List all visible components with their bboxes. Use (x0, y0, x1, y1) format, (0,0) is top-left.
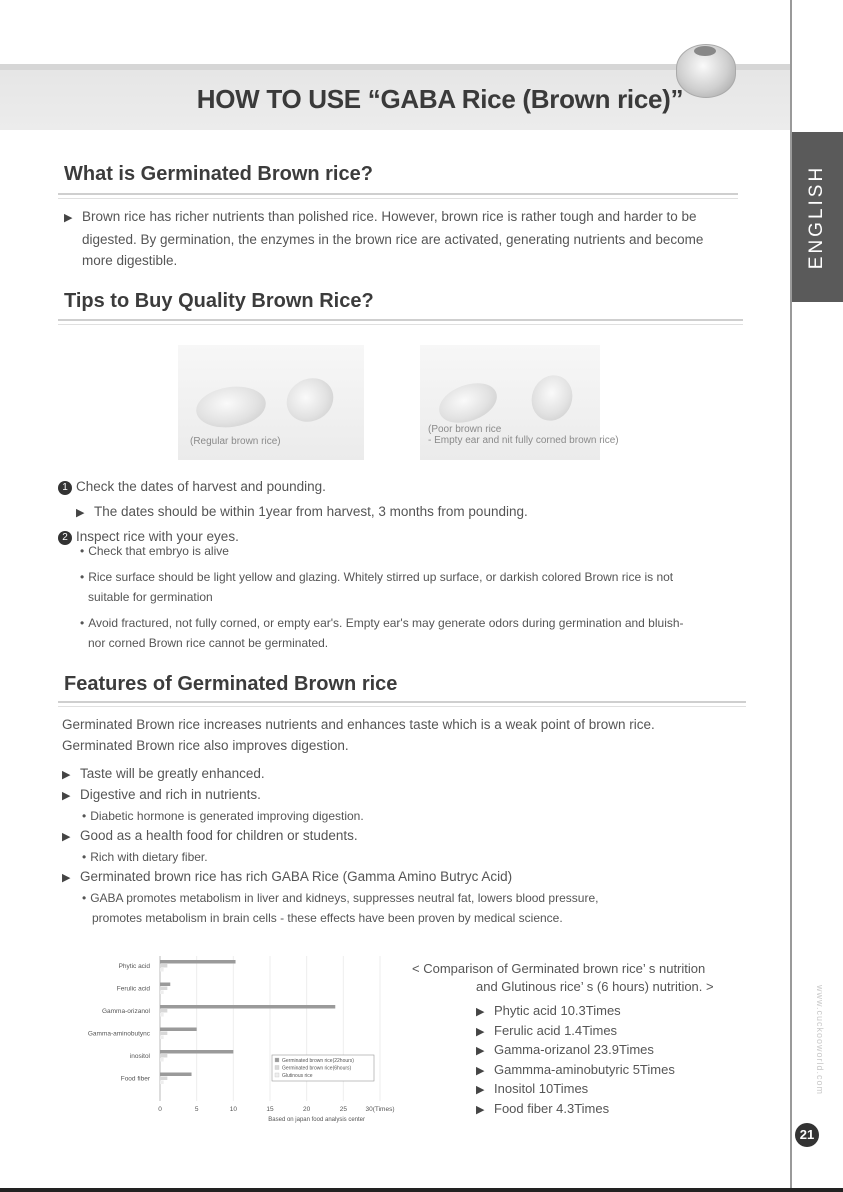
bar-0 (160, 960, 236, 964)
section-rule-thin (58, 324, 743, 325)
section-heading-features: Features of Germinated Brown rice (64, 673, 398, 695)
x-tick-label: 10 (229, 1106, 237, 1113)
arrow-bullet-icon: ▶ (476, 1025, 485, 1038)
poor-brown-rice-photo (420, 345, 619, 460)
section-rule (58, 319, 743, 321)
section-rule (58, 193, 738, 195)
step-number-icon: 2 (58, 531, 72, 545)
section1-text: ▶ Brown rice has richer nutrients than polished rice. However, brown rice is rather tough and harder to be digested. By germination, the enzymes in the brown rice are activated, generating nutrients and become more digestible. (64, 209, 704, 268)
rice-grain (525, 370, 578, 427)
arrow-bullet-icon: ▶ (476, 1006, 485, 1018)
bar-1 (160, 1077, 167, 1081)
bar-0 (160, 1005, 335, 1009)
photo-caption: (Regular brown rice) (190, 436, 281, 447)
category-label: Gamma-orizanol (101, 1008, 150, 1015)
arrow-bullet-icon: ▶ (476, 1084, 485, 1096)
legend-swatch (275, 1066, 279, 1070)
bar-2 (160, 1036, 164, 1040)
x-tick-label: 15 (266, 1106, 274, 1113)
arrow-bullet-icon: ▶ (62, 769, 71, 781)
website-watermark: www.cuckooworld.com (815, 985, 825, 1096)
arrow-bullet-icon: ▶ (76, 507, 85, 519)
arrow-bullet-icon: ▶ (476, 1103, 485, 1116)
arrow-bullet-icon: ▶ (64, 212, 73, 224)
photo-caption: - Empty ear and nit fully corned brown rice) (428, 435, 619, 446)
features-intro: Germinated Brown rice increases nutrients and enhances taste which is a weak point of brown rice. Germinated Brown rice also improves digestion. (62, 717, 655, 753)
bar-2 (160, 1058, 164, 1062)
banner-stripe (0, 64, 790, 70)
section-heading-germinated: What is Germinated Brown rice? (64, 163, 373, 185)
bar-2 (160, 1081, 164, 1085)
rice-grain (279, 370, 342, 430)
comparison-list: ▶ Phytic acid 10.3Times ▶ Ferulic acid 1.4Times ▶ Gamma-orizanol 23.9Times ▶ Gammma-aminobutyric 5Times ▶ Inositol 10Times ▶ Food fiber 4.3Times (476, 1002, 675, 1119)
x-tick-label: 30(Times) (365, 1106, 395, 1113)
section-rule-thin (58, 706, 746, 707)
arrow-bullet-icon: ▶ (62, 872, 71, 884)
legend-label: Germinated brown rice(6hours) (282, 1065, 352, 1072)
chart-footnote: Based on japan food analysis center (268, 1117, 365, 1123)
bar-1 (160, 1009, 167, 1013)
x-tick-label: 20 (303, 1106, 311, 1113)
bar-1 (160, 987, 167, 991)
page-number: 21 (795, 1123, 819, 1147)
legend-swatch (275, 1058, 279, 1062)
inspect-items: • Check that embryo is alive • Rice surface should be light yellow and glazing. Whitely stirred up surface, or darkish colored Brown rice is not suitable for germination • Avoid fractured, not fully corned, or empty ear's. Empty ear's may generate odors during germination and bluish- nor corned Brown rice cannot be germinated. (80, 544, 684, 650)
legend-label: Glutinous rice (282, 1073, 313, 1079)
x-tick-label: 25 (339, 1106, 347, 1113)
arrow-bullet-icon: ▶ (476, 1064, 485, 1077)
x-tick-label: 0 (158, 1106, 162, 1113)
bar-2 (160, 1013, 164, 1017)
regular-brown-rice-photo (178, 345, 364, 460)
tips-list: 1 Check the dates of harvest and pounding. ▶ The dates should be within 1year from harvest, 3 months from pounding. 2 Inspect rice with your eyes. (58, 476, 778, 547)
category-label: Food fiber (120, 1075, 150, 1083)
rice-cooker-lid (694, 46, 716, 56)
category-label: inositol (129, 1053, 150, 1060)
bottom-rule (0, 1188, 843, 1192)
bar-2 (160, 968, 164, 972)
rice-grain (434, 376, 503, 430)
category-label: Ferulic acid (116, 985, 150, 993)
bar-0 (160, 1050, 233, 1054)
page-title: HOW TO USE “GABA Rice (Brown rice)” (196, 84, 684, 114)
bar-0 (160, 1028, 197, 1032)
section-heading-tips: Tips to Buy Quality Brown Rice? (64, 290, 374, 312)
language-tab-label: ENGLISH (806, 164, 828, 270)
x-tick-label: 5 (194, 1106, 199, 1113)
step-number-icon: 1 (58, 481, 72, 495)
legend-label: Germinated brown rice(22hours) (282, 1058, 354, 1064)
bar-2 (160, 991, 164, 995)
bar-1 (160, 1054, 167, 1058)
bar-1 (160, 964, 167, 968)
section-rule-thin (58, 198, 738, 199)
arrow-bullet-icon: ▶ (476, 1045, 485, 1057)
legend-swatch (275, 1073, 279, 1077)
section-rule (58, 701, 746, 703)
bar-0 (160, 1073, 192, 1077)
features-list: ▶ Taste will be greatly enhanced. ▶ Digestive and rich in nutrients. • Diabetic hormone is generated improving digestion. ▶ Good as a health food for children or students. • Rich with dietary fiber. ▶ Germinated brown rice has rich GABA Rice (Gamma Amino Butryc Acid) • GABA promotes metabolism in liver and kidneys, suppresses neutral fat, lowers blood pressure, promotes metabolism in brain cells - these effects have been proven by medical science. (62, 766, 599, 925)
rice-grain (194, 382, 269, 431)
comparison-title-1: < Comparison of Germinated brown rice’ s nutrition (412, 961, 706, 976)
category-label: Gamma-aminobutync (87, 1030, 150, 1038)
bar-1 (160, 1032, 167, 1036)
photo-caption: (Poor brown rice (428, 424, 502, 435)
arrow-bullet-icon: ▶ (62, 790, 71, 802)
category-label: Phytic acid (118, 963, 150, 970)
bar-0 (160, 983, 170, 987)
comparison-title-2: and Glutinous rice’ s (6 hours) nutrition. > (476, 979, 714, 994)
nutrition-chart (40, 950, 400, 1150)
arrow-bullet-icon: ▶ (62, 831, 71, 843)
